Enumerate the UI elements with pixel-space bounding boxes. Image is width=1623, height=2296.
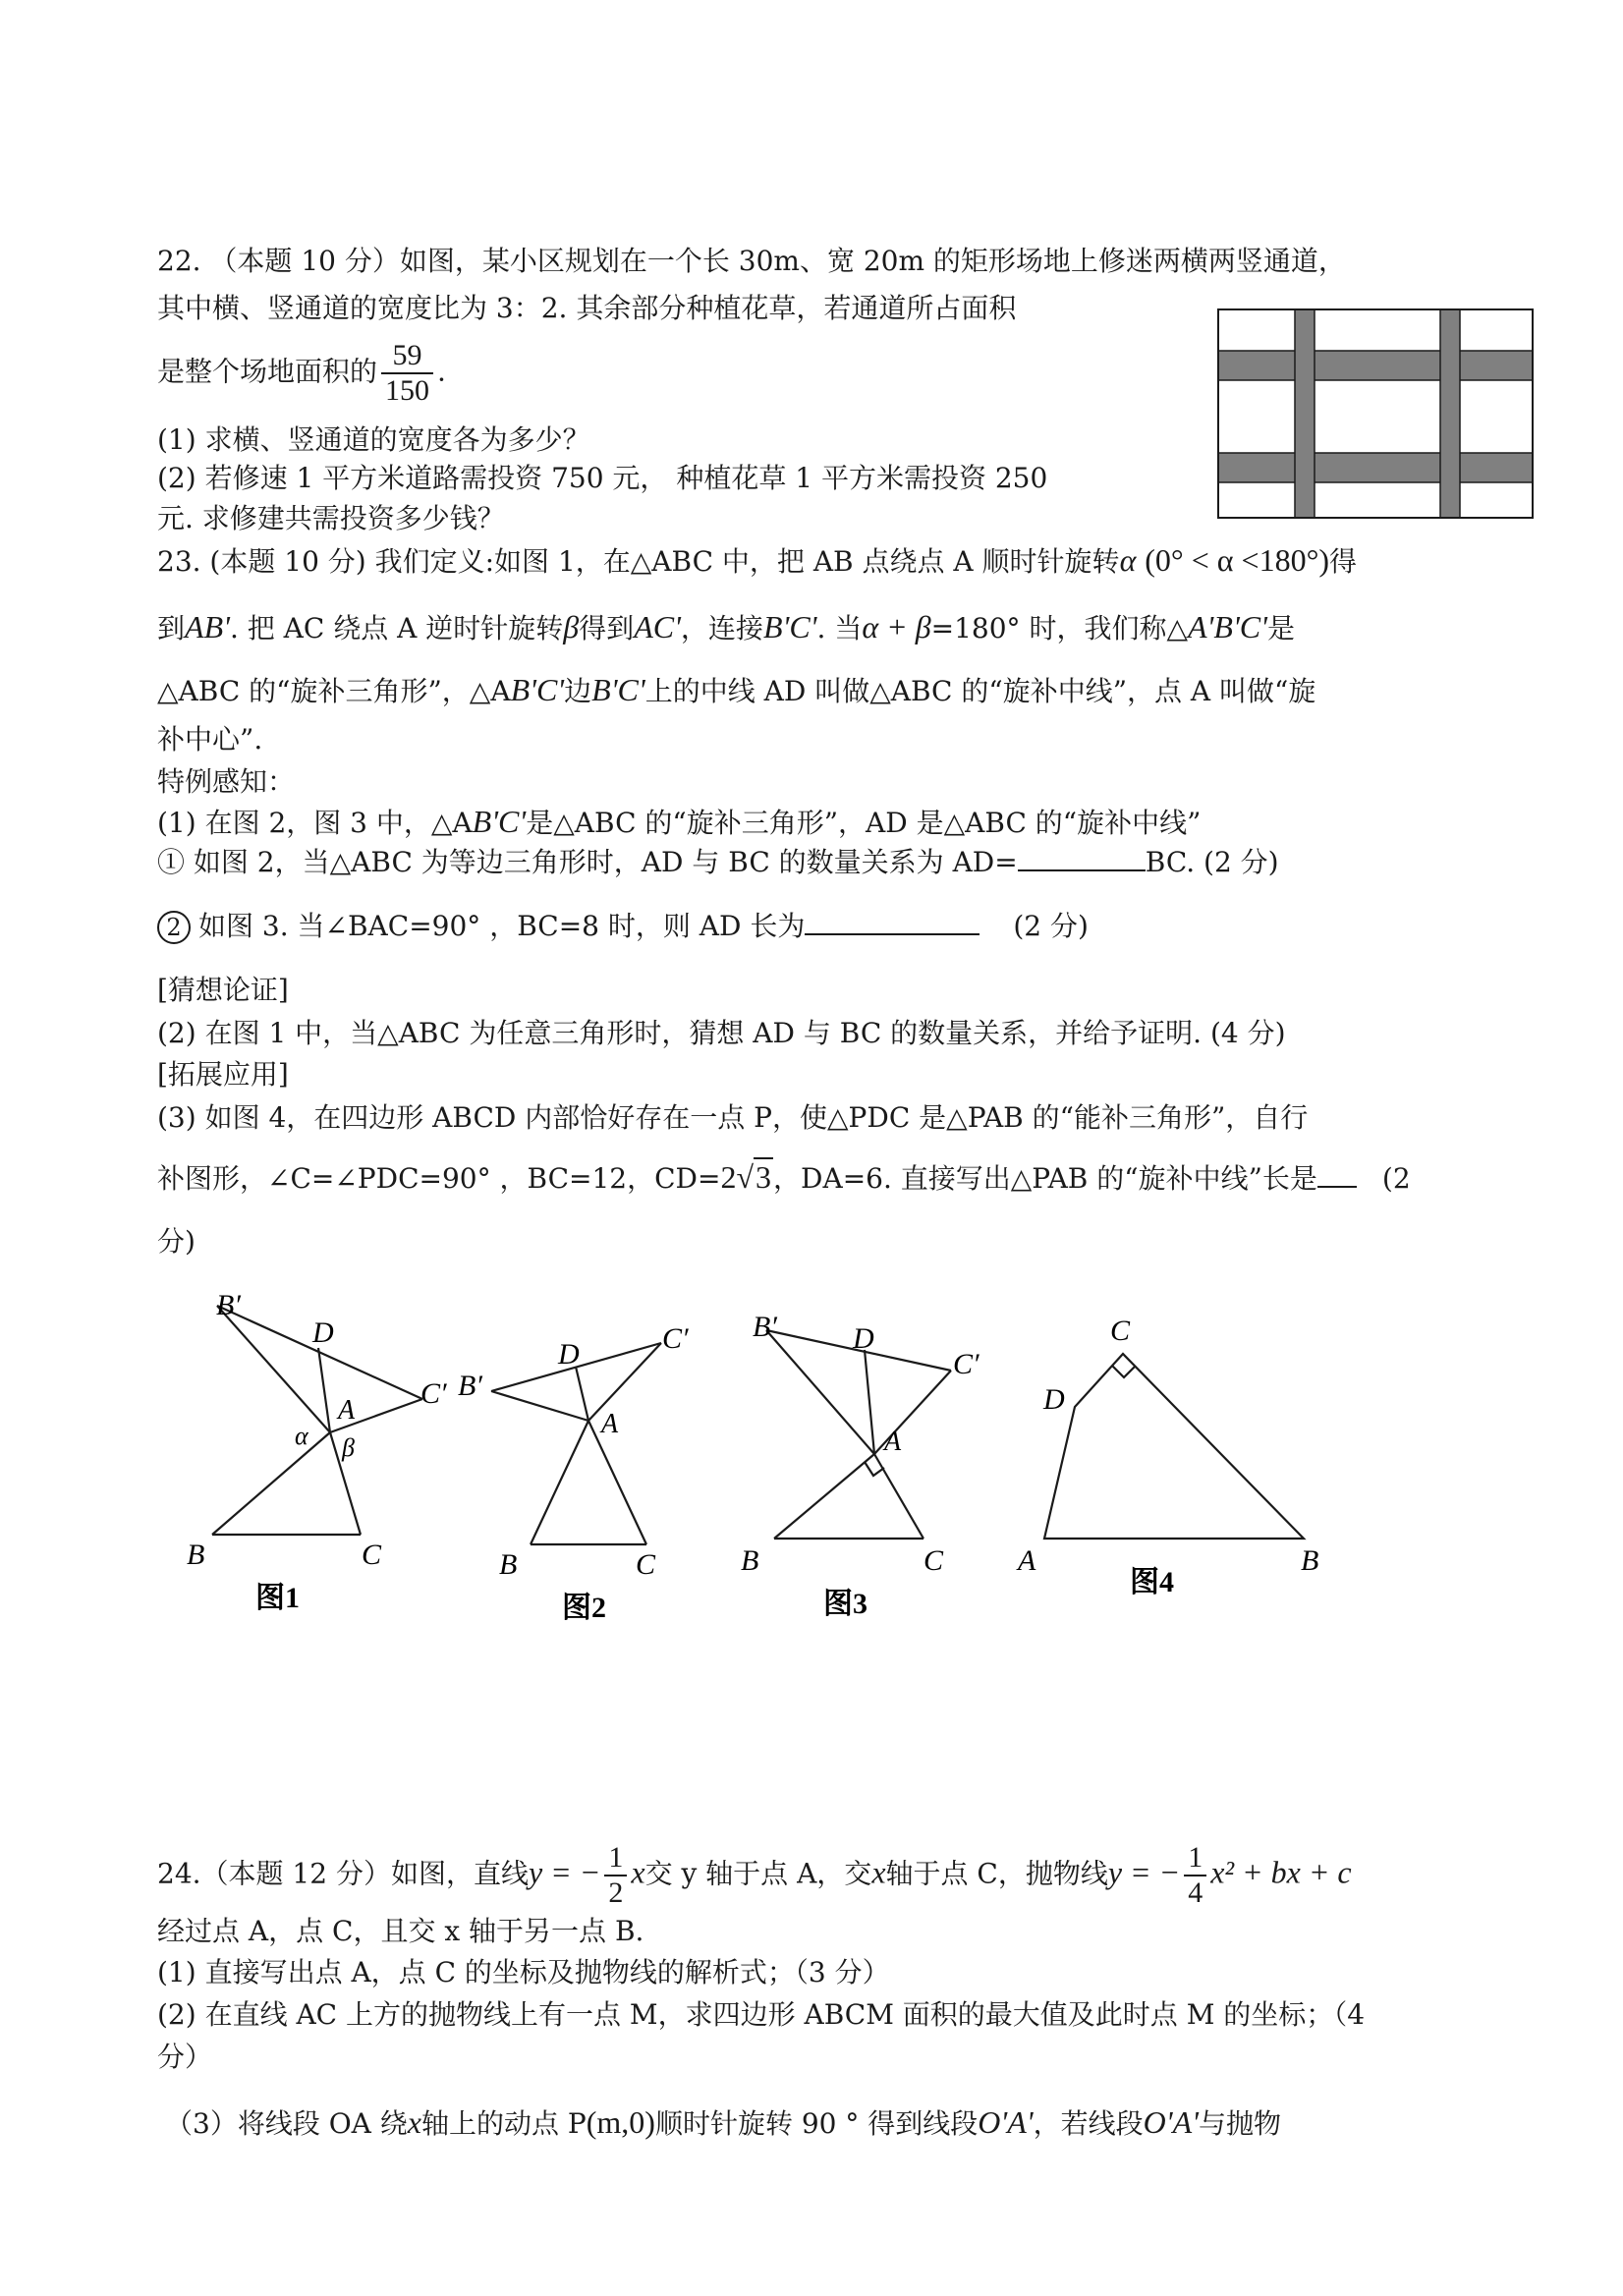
label-b: B xyxy=(499,1548,518,1581)
right-angle-mark xyxy=(1112,1366,1136,1377)
angle-sum: α + β xyxy=(862,609,931,644)
q24-line-2: 经过点 A，点 C，且交 x 轴于另一点 B. xyxy=(157,1915,644,1947)
horizontal-road-1 xyxy=(1218,351,1533,380)
alpha-range: (0° < α <180°) xyxy=(1145,542,1330,578)
label-c-prime: C′ xyxy=(662,1322,689,1355)
segment-o-a-prime: O'A' xyxy=(978,2104,1034,2140)
segment-a-b xyxy=(531,1421,588,1544)
figure-3-diagram xyxy=(727,1293,1012,1627)
segment-bc-prime: B'C' xyxy=(510,672,565,707)
segment-a-b xyxy=(212,1432,330,1535)
line-eq-lhs: y = − xyxy=(528,1854,601,1890)
q24-text: ，若线段 xyxy=(1033,2107,1144,2140)
segment-a-d xyxy=(576,1367,588,1421)
q23-text: 是 xyxy=(1266,612,1295,644)
q23-application-heading: [拓展应用] xyxy=(157,1058,289,1091)
q22-area-fraction xyxy=(381,339,433,408)
label-b-prime: B′ xyxy=(753,1311,777,1343)
segment-bc-prime: B'C' xyxy=(472,804,527,839)
label-a: A xyxy=(884,1427,902,1457)
segment-a-d xyxy=(865,1350,874,1454)
parabola-eq-lhs: y = − xyxy=(1107,1854,1181,1890)
label-b-prime: B′ xyxy=(216,1289,241,1321)
q22-area-text: 是整个场地面积的 xyxy=(157,355,378,388)
line-eq-var: x xyxy=(631,1854,645,1890)
segment-a-b xyxy=(774,1454,874,1539)
q23-part3-line-3: 分) xyxy=(157,1225,196,1258)
q23-text: 上的中线 AD 叫做△ABC 的“旋补中线”，点 A 叫做“旋 xyxy=(644,675,1316,707)
fraction-numerator: 59 xyxy=(381,339,433,374)
parabola-eq-rhs: x² + bx + c xyxy=(1210,1854,1352,1890)
q23-text: △ABC 的“旋补三角形”，△A xyxy=(157,675,511,707)
circled-number-2: 2 xyxy=(157,911,191,944)
label-a: A xyxy=(1018,1544,1036,1577)
q23-text: 如图 3. 当∠BAC=90° ，BC=8 时，则 AD 长为 xyxy=(198,910,806,942)
sqrt-argument: 3 xyxy=(756,1159,772,1195)
answer-blank[interactable] xyxy=(805,910,979,935)
q22-line-5: (2) 若修速 1 平方米道路需投资 750 元， 种植花草 1 平方米需投资 250 xyxy=(157,462,1048,494)
q23-part3-line-2 xyxy=(157,1159,1411,1197)
q23-line-6 xyxy=(157,804,1201,841)
q23-text: (1) 在图 2，图 3 中，△A xyxy=(157,807,473,839)
label-alpha: α xyxy=(295,1422,308,1450)
label-b: B xyxy=(1301,1544,1319,1577)
fraction-denominator: 2 xyxy=(608,1876,624,1909)
q23-text: . 当 xyxy=(816,612,863,644)
q23-text: ，连接 xyxy=(680,612,763,644)
q23-text: ，DA=6. 直接写出△PAB 的“旋补中线”长是 xyxy=(773,1162,1317,1195)
q23-conjecture-heading: [猜想论证] xyxy=(157,974,289,1006)
figure-1-caption: 图1 xyxy=(255,1582,300,1614)
q23-text: (2 分) xyxy=(1013,910,1089,942)
vertical-road-2 xyxy=(1440,309,1460,518)
q23-part2: (2) 在图 1 中，当△ABC 为任意三角形时，猜想 AD 与 BC 的数量关系，并给予证明. (4 分) xyxy=(157,1017,1286,1049)
label-b-prime: B′ xyxy=(458,1370,482,1402)
segment-ac-prime: AC' xyxy=(634,609,681,644)
q23-text: 边 xyxy=(564,675,592,707)
segment-ab-prime: AB' xyxy=(185,609,230,644)
q23-part3-line-1: (3) 如图 4，在四边形 ABCD 内部恰好存在一点 P，使△PDC 是△PAB 的“能补三角形”，自行 xyxy=(157,1101,1309,1134)
label-c: C xyxy=(362,1539,382,1571)
fraction-numerator: 1 xyxy=(604,1841,627,1876)
q23-definition-text: 23. (本题 10 分) 我们定义:如图 1，在△ABC 中，把 AB 点绕点 A 顺时针旋转 xyxy=(157,545,1120,578)
triangle-prime: A'B'C' xyxy=(1188,609,1267,644)
q22-line-3 xyxy=(157,339,446,408)
segment-o-a-prime: O'A' xyxy=(1143,2104,1199,2140)
q24-text: 顺时针旋转 90 ° 得到线段 xyxy=(654,2107,979,2140)
fraction-denominator: 150 xyxy=(385,374,430,407)
q24-text: 与抛物 xyxy=(1199,2107,1282,2140)
label-b: B xyxy=(187,1539,205,1571)
q23-line-1 xyxy=(157,542,1357,580)
q23-part1-2 xyxy=(157,909,1089,944)
label-d: D xyxy=(1043,1383,1065,1416)
q24-text: （3）将线段 OA 绕 xyxy=(165,2107,408,2140)
q23-text: . 把 AC 绕点 A 逆时针旋转 xyxy=(229,612,564,644)
q23-line-4: 补中心”. xyxy=(157,723,263,756)
q23-text: (2 xyxy=(1381,1162,1411,1195)
q23-line-2 xyxy=(157,609,1295,646)
segment-a-c xyxy=(874,1454,923,1539)
vertical-road-1 xyxy=(1295,309,1315,518)
q24-text: 轴于点 C，抛物线 xyxy=(885,1857,1108,1890)
q23-special-case-heading: 特例感知： xyxy=(157,765,296,798)
parabola-eq-fraction xyxy=(1184,1841,1206,1910)
q24-part2-line-1: (2) 在直线 AC 上方的抛物线上有一点 M，求四边形 ABCM 面积的最大值及此时点 M 的坐标；（4 xyxy=(157,1998,1366,2031)
horizontal-road-2 xyxy=(1218,453,1533,482)
label-c-prime: C′ xyxy=(953,1348,979,1380)
label-a: A xyxy=(601,1409,619,1439)
q24-line-1 xyxy=(157,1841,1352,1910)
figure-2-diagram xyxy=(454,1293,719,1627)
q24-text: 轴上的动点 P xyxy=(421,2107,587,2140)
sqrt-sign: √ xyxy=(736,1159,755,1195)
line-eq-fraction xyxy=(604,1841,627,1910)
label-c: C xyxy=(923,1544,944,1577)
segment-bc-prime: B'C' xyxy=(591,672,645,707)
label-d: D xyxy=(312,1316,334,1349)
segment-b1-a xyxy=(491,1391,588,1421)
q24-text: 24.（本题 12 分）如图，直线 xyxy=(157,1857,529,1890)
segment-bc-prime: B'C' xyxy=(762,609,817,644)
label-c: C xyxy=(1110,1315,1131,1347)
q22-line-1: 22. （本题 10 分）如图，某小区规划在一个长 30m、宽 20m 的矩形场地上修迷两横两竖通道， xyxy=(157,245,1346,277)
beta-symbol: β xyxy=(563,609,580,644)
q23-text: =180° 时，我们称△ xyxy=(930,612,1188,644)
q24-part3 xyxy=(165,2104,1281,2142)
segment-a-c1 xyxy=(588,1343,661,1421)
q23-text: 是△ABC 的“旋补三角形”，AD 是△ABC 的“旋补中线” xyxy=(526,807,1202,839)
figure-4-diagram xyxy=(1002,1307,1336,1621)
q23-text: 得到 xyxy=(579,612,635,644)
q24-text: 交 y 轴于点 A，交 xyxy=(644,1857,872,1890)
label-c: C xyxy=(636,1548,656,1581)
q23-text: BC. (2 分) xyxy=(1145,846,1279,878)
q24-part1: (1) 直接写出点 A，点 C 的坐标及抛物线的解析式；（3 分） xyxy=(157,1956,890,1988)
answer-blank[interactable] xyxy=(1317,1162,1357,1188)
sqrt-coefficient: 2 xyxy=(720,1159,737,1195)
label-b: B xyxy=(741,1544,759,1577)
figure-1-diagram xyxy=(157,1287,452,1621)
fraction-numerator: 1 xyxy=(1184,1841,1206,1876)
q23-text: 得 xyxy=(1329,545,1358,578)
q22-period: . xyxy=(437,355,446,388)
q22-field-diagram xyxy=(1216,308,1537,522)
x-symbol: x xyxy=(407,2104,421,2140)
q23-text: 到 xyxy=(157,612,186,644)
fraction-denominator: 4 xyxy=(1188,1876,1203,1909)
label-beta: β xyxy=(342,1433,355,1462)
q23-text: 补图形，∠C=∠PDC=90° ，BC=12，CD= xyxy=(157,1162,721,1195)
alpha-symbol: α xyxy=(1119,542,1137,578)
quadrilateral-abcd xyxy=(1044,1354,1304,1539)
point-p-coords: (m,0) xyxy=(586,2104,655,2140)
label-a: A xyxy=(338,1395,356,1426)
answer-blank[interactable] xyxy=(1018,846,1146,871)
q22-line-2: 其中横、竖通道的宽度比为 3：2. 其余部分种植花草，若通道所占面积 xyxy=(157,292,1017,324)
q23-text: ① 如图 2，当△ABC 为等边三角形时，AD 与 BC 的数量关系为 AD= xyxy=(157,846,1018,878)
q22-line-4: (1) 求横、竖通道的宽度各为多少？ xyxy=(157,423,590,456)
figure-4-caption: 图4 xyxy=(1130,1566,1174,1598)
q23-part1-1 xyxy=(157,845,1279,880)
figure-3-caption: 图3 xyxy=(823,1588,867,1620)
x-symbol: x xyxy=(871,1854,886,1890)
q23-line-3 xyxy=(157,672,1315,709)
label-c-prime: C′ xyxy=(420,1377,447,1410)
label-d: D xyxy=(853,1322,874,1355)
figure-2-caption: 图2 xyxy=(562,1592,606,1624)
q22-line-6: 元. 求修建共需投资多少钱？ xyxy=(157,502,505,534)
q24-part2-line-2: 分） xyxy=(157,2041,213,2073)
label-d: D xyxy=(558,1338,580,1371)
